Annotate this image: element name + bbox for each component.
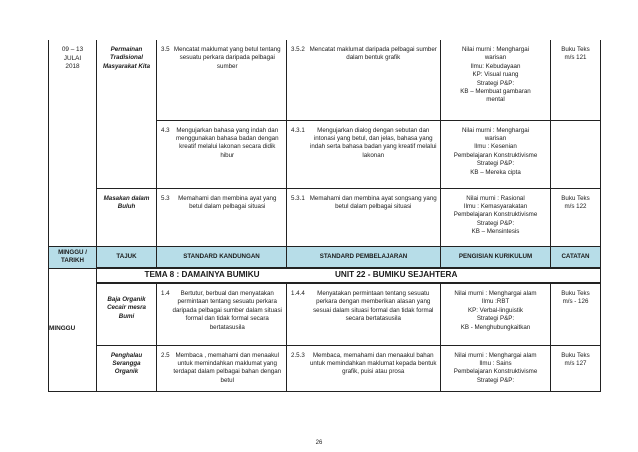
sk-text: Mengujarkan bahasa yang indah dan menggunakan bahasa badan dengan kreatif melalui lakonan secara didik hibur — [169, 120, 287, 188]
tajuk-cell — [97, 345, 157, 391]
kur-line: warisan — [484, 134, 507, 142]
kur-line: KP: Visual ruang — [472, 71, 519, 79]
tajuk-line: Buluh — [117, 202, 136, 210]
sk-number: 1.4 — [157, 283, 169, 345]
tajuk-line: Permainan — [110, 46, 143, 53]
kur-line: Strategi P&P: — [476, 79, 515, 87]
table-header-row — [49, 246, 601, 268]
sp-text: Membaca, memahami dan menaakul bahan untuk memindahkan maklumat kepada bentuk grafik, puisi atau prosa — [307, 345, 441, 391]
document-page — [48, 40, 600, 392]
sp-number: 2.5.3 — [287, 345, 307, 391]
catatan-cell — [551, 40, 601, 120]
tajuk-line: Tradisional — [110, 54, 143, 62]
kurikulum-cell — [441, 283, 551, 345]
tajuk-line: Bumi — [118, 312, 135, 320]
kur-line: Nilai murni : Rasional — [466, 194, 525, 202]
kur-line: Ilmu :RBT — [481, 298, 510, 306]
sp-number: 1.4.4 — [287, 283, 307, 345]
tajuk-line: Masakan dalam — [103, 194, 150, 202]
header-catatan: CATATAN — [551, 246, 601, 268]
kurikulum-cell — [441, 120, 551, 188]
kur-line: Pembelajaran Konstruktivisme — [453, 368, 538, 376]
catatan-line: Buku Teks — [561, 46, 590, 53]
sk-text: Mencatat maklumat yang betul tentang sesuatu perkara daripada pelbagai sumber — [169, 40, 287, 120]
page-number: 26 — [315, 440, 323, 446]
date-line: JULAI — [63, 54, 82, 62]
kurikulum-cell — [441, 40, 551, 120]
catatan-line: Buku Teks — [561, 194, 590, 202]
tema-title: TEMA 8 : DAMAINYA BUMIKU — [144, 270, 260, 280]
kur-line: Pembelajaran Konstruktivisme — [453, 211, 538, 219]
rpt-table — [48, 40, 601, 392]
kur-line: KB – Membuat gambaran — [460, 88, 531, 96]
sk-text: Memahami dan membina ayat yang betul dalam pelbagai situasi — [169, 188, 287, 246]
catatan-line: m/s 127 — [564, 359, 587, 367]
kur-line: Strategi P&P: — [476, 376, 515, 384]
sp-number: 5.3.1 — [287, 188, 307, 246]
kur-line: KB – Mensintesis — [471, 228, 520, 236]
catatan-cell — [551, 345, 601, 391]
sk-number: 3.5 — [157, 40, 169, 120]
minggu-cell: MINGGU — [49, 268, 97, 391]
kurikulum-cell — [441, 345, 551, 391]
tema-row — [49, 268, 601, 283]
header-line: MINGGU / — [58, 249, 87, 256]
catatan-line: m/s - 126 — [562, 298, 589, 306]
tema-cell — [97, 268, 601, 283]
kur-line: Nilai murni : Menghargai — [461, 46, 530, 53]
sp-number: 3.5.2 — [287, 40, 307, 120]
table-row — [49, 345, 601, 391]
catatan-line: Buku Teks — [561, 351, 590, 359]
sp-text: Menyatakan permintaan tentang sesuatu perkara dengan memberikan alasan yang sesuai dalam situasi formal dan tidak formal secara bertatasusila — [307, 283, 441, 345]
catatan-cell — [551, 188, 601, 246]
kur-line: Ilmu : Sains — [479, 359, 512, 367]
unit-title: UNIT 22 - BUMIKU SEJAHTERA — [335, 270, 458, 280]
kur-line: KP: Verbal-linguistik — [467, 306, 524, 314]
kur-line: Ilmu : Kesenian — [474, 143, 517, 151]
sp-text: Memahami dan membina ayat songsang yang betul dalam pelbagai situasi — [307, 188, 441, 246]
catatan-line: m/s 122 — [564, 202, 587, 210]
catatan-cell — [551, 120, 601, 188]
sk-text: Bertutur, berbual dan menyatakan permintaan tentang sesuatu perkara daripada pelbagai sumber dalam situasi formal dan tidak formal secara bertatasusila — [169, 283, 287, 345]
table-row — [49, 188, 601, 246]
kur-line: KB – Mereka cipta — [470, 168, 521, 176]
kur-line: Ilmu: Kebudayaan — [470, 62, 521, 70]
tajuk-cell — [97, 40, 157, 188]
table-row — [49, 283, 601, 345]
header-standard-pembelajaran: STANDARD PEMBELAJARAN — [287, 246, 441, 268]
tajuk-line: Serangga — [112, 359, 141, 367]
tajuk-line: Masyarakat Kita — [102, 62, 151, 70]
header-minggu — [49, 246, 97, 268]
sk-number: 2.5 — [157, 345, 169, 391]
sp-text: Mencatat maklumat daripada pelbagai sumber dalam bentuk grafik — [307, 40, 441, 120]
kurikulum-cell — [441, 188, 551, 246]
header-standard-kandungan: STANDARD KANDUNGAN — [157, 246, 287, 268]
tajuk-cell — [97, 283, 157, 345]
date-line: 09 – 13 — [61, 46, 84, 53]
catatan-line: Buku Teks — [561, 290, 590, 297]
kur-line: KB - Menghubungkaitkan — [460, 323, 531, 331]
kur-line: Strategi P&P: — [476, 315, 515, 323]
kur-line: Pembelajaran Konstruktivisme — [453, 151, 538, 159]
tajuk-line: Baja Organik — [107, 296, 146, 303]
sk-number: 5.3 — [157, 188, 169, 246]
catatan-cell — [551, 283, 601, 345]
date-line: 2018 — [65, 63, 80, 71]
kur-line: Strategi P&P: — [476, 160, 515, 168]
kur-line: Nilai murni : Menghargai — [461, 126, 530, 134]
tajuk-cell — [97, 188, 157, 246]
sk-text: Membaca , memahami dan menaakul untuk memindahkan maklumat yang terdapat dalam pelbagai bahan dengan betul — [169, 345, 287, 391]
sk-number: 4.3 — [157, 120, 169, 188]
kur-line: mental — [486, 96, 505, 104]
catatan-line: m/s 121 — [564, 54, 587, 62]
week-date-cell — [49, 40, 97, 246]
header-tajuk: TAJUK — [97, 246, 157, 268]
kur-line: Nilai murni : Menghargai alam — [454, 351, 537, 359]
tajuk-line: Cecair mesra — [107, 304, 146, 312]
kur-line: warisan — [484, 54, 507, 62]
kur-line: Nilai murni : Menghargai alam — [454, 290, 537, 297]
sp-text: Mengujarkan dialog dengan sebutan dan intonasi yang betul, dan jelas, bahasa yang indah serta bahasa badan yang kreatif melalui lakonan — [307, 120, 441, 188]
table-row — [49, 40, 601, 120]
header-pengisian-kurikulum: PENGISIAN KURIKULUM — [441, 246, 551, 268]
header-line: TARIKH — [61, 257, 84, 264]
kur-line: Strategi P&P: — [476, 219, 515, 227]
kur-line: Ilmu : Kemasyarakatan — [463, 202, 528, 210]
tajuk-line: Organik — [114, 368, 139, 376]
sp-number: 4.3.1 — [287, 120, 307, 188]
tajuk-line: Penghalau — [110, 351, 143, 359]
